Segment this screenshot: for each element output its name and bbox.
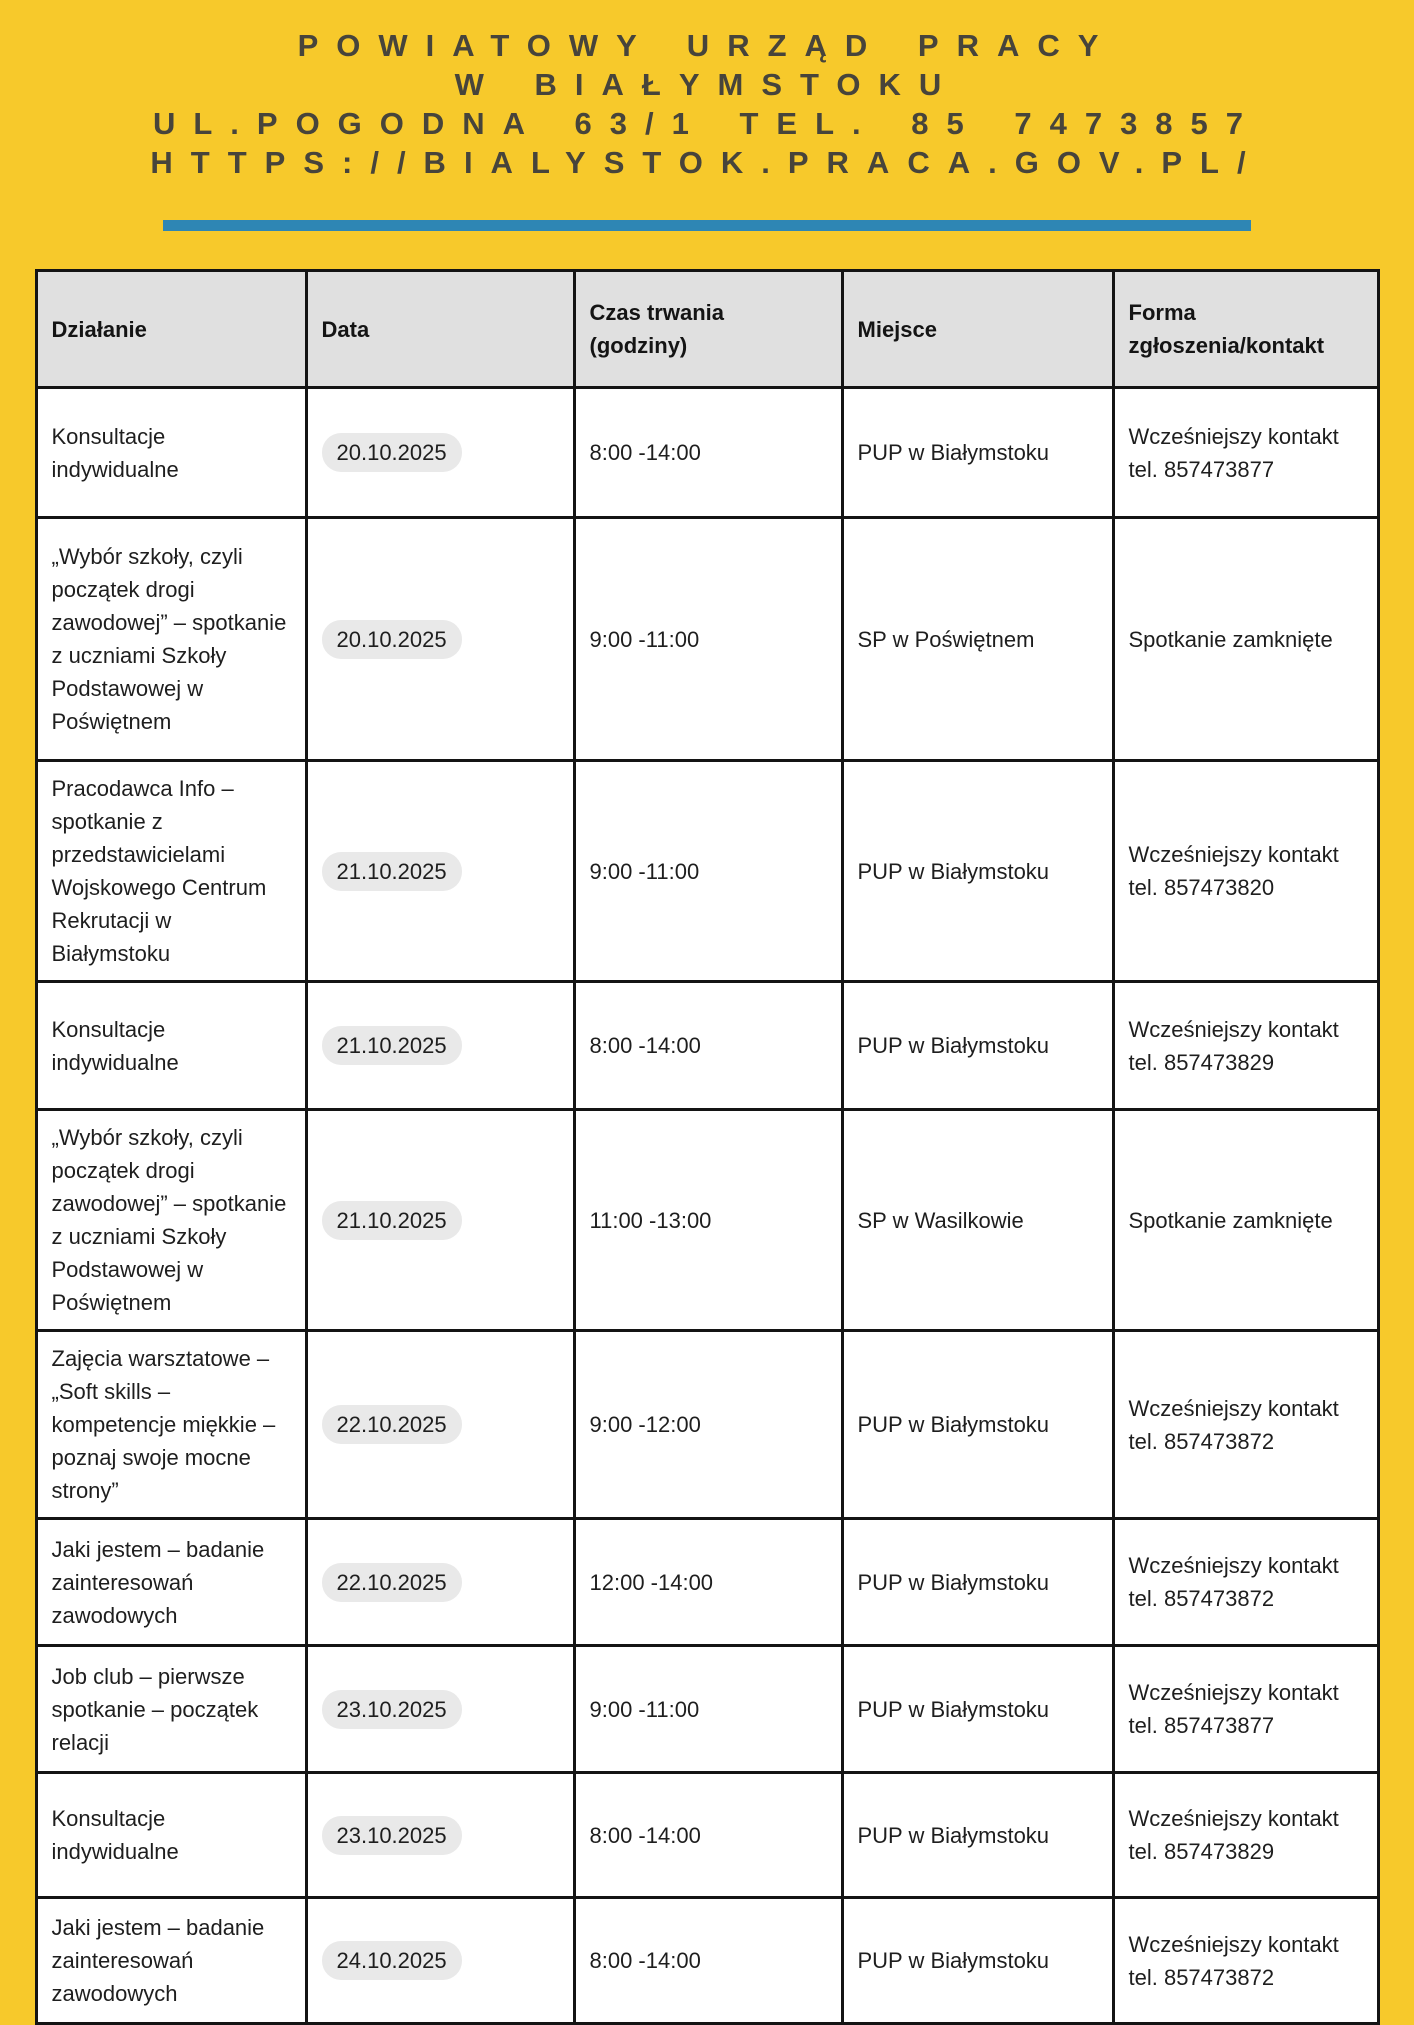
contact-line-1: Wcześniejszy kontakt (1128, 1553, 1339, 1578)
schedule-table (35, 269, 1380, 2025)
date-badge: 24.10.2025 (322, 1941, 462, 1980)
date-badge: 21.10.2025 (322, 1026, 462, 1065)
column-header-place: Miejsce (842, 271, 1113, 388)
table-row (36, 982, 1378, 1110)
date-cell (306, 1331, 574, 1519)
date-badge: 21.10.2025 (322, 1201, 462, 1240)
action-cell: Jaki jestem – badanie zainteresowań zawodowych (36, 1898, 306, 2024)
column-header-date: Data (306, 271, 574, 388)
contact-cell (1113, 1331, 1378, 1519)
date-cell (306, 1898, 574, 2024)
contact-cell (1113, 1519, 1378, 1646)
time-cell: 9:00 -12:00 (574, 1331, 842, 1519)
date-cell (306, 982, 574, 1110)
table-row (36, 518, 1378, 761)
office-header (0, 0, 1414, 182)
table-row (36, 1331, 1378, 1519)
place-cell: PUP w Białymstoku (842, 1773, 1113, 1898)
contact-line-2: tel. 857473877 (1128, 456, 1275, 482)
contact-cell (1113, 982, 1378, 1110)
place-cell: SP w Poświętnem (842, 518, 1113, 761)
table-header-row (36, 271, 1378, 388)
contact-cell (1113, 1898, 1378, 2024)
contact-line-1: Wcześniejszy kontakt (1128, 423, 1339, 449)
place-cell: PUP w Białymstoku (842, 982, 1113, 1110)
action-cell: Konsultacje indywidualne (36, 1773, 306, 1898)
header-line-office-name: POWIATOWY URZĄD PRACY (297, 28, 1117, 63)
time-cell: 8:00 -14:00 (574, 388, 842, 518)
column-header-contact-form: Forma zgłoszenia/kontakt (1113, 271, 1378, 388)
time-cell: 8:00 -14:00 (574, 1773, 842, 1898)
contact-line-1: Wcześniejszy kontakt (1128, 1395, 1339, 1421)
time-cell: 9:00 -11:00 (574, 518, 842, 761)
column-header-duration: Czas trwania (godziny) (574, 271, 842, 388)
table-row (36, 1519, 1378, 1646)
column-header-action: Działanie (36, 271, 306, 388)
contact-line-2: tel. 857473872 (1128, 1964, 1275, 1990)
table-row (36, 1646, 1378, 1773)
contact-cell (1113, 388, 1378, 518)
header-line-website: HTTPS://BIALYSTOK.PRACA.GOV.PL/ (150, 145, 1264, 180)
contact-line-1: Wcześniejszy kontakt (1128, 842, 1339, 867)
date-cell (306, 518, 574, 761)
action-cell: Konsultacje indywidualne (36, 388, 306, 518)
contact-line-1: Spotkanie zamknięte (1128, 1207, 1333, 1233)
time-cell: 11:00 -13:00 (574, 1110, 842, 1331)
action-cell: Zajęcia warsztatowe – „Soft skills – kompetencje miękkie – poznaj swoje mocne strony” (36, 1331, 306, 1519)
date-cell (306, 1110, 574, 1331)
contact-cell (1113, 1110, 1378, 1331)
contact-line-2: tel. 857473829 (1128, 1839, 1275, 1864)
action-cell: „Wybór szkoły, czyli początek drogi zawodowej” – spotkanie z uczniami Szkoły Podstawowej w Poświętnem (36, 1110, 306, 1331)
time-cell: 9:00 -11:00 (574, 1646, 842, 1773)
action-cell: Konsultacje indywidualne (36, 982, 306, 1110)
place-cell: PUP w Białymstoku (842, 761, 1113, 982)
place-cell: PUP w Białymstoku (842, 1331, 1113, 1519)
contact-line-2: tel. 857473877 (1128, 1713, 1275, 1738)
time-cell: 8:00 -14:00 (574, 1898, 842, 2024)
date-cell (306, 1773, 574, 1898)
date-cell (306, 1519, 574, 1646)
action-cell: Jaki jestem – badanie zainteresowań zawodowych (36, 1519, 306, 1646)
time-cell: 9:00 -11:00 (574, 761, 842, 982)
place-cell: PUP w Białymstoku (842, 1519, 1113, 1646)
contact-line-1: Wcześniejszy kontakt (1128, 1931, 1339, 1957)
time-cell: 12:00 -14:00 (574, 1519, 842, 1646)
time-cell: 8:00 -14:00 (574, 982, 842, 1110)
date-badge: 21.10.2025 (322, 852, 462, 891)
action-cell: „Wybór szkoły, czyli początek drogi zawodowej” – spotkanie z uczniami Szkoły Podstawowej w Poświętnem (36, 518, 306, 761)
contact-cell (1113, 1773, 1378, 1898)
contact-line-1: Wcześniejszy kontakt (1128, 1016, 1339, 1042)
contact-line-2: tel. 857473872 (1128, 1586, 1275, 1611)
contact-cell (1113, 761, 1378, 982)
place-cell: PUP w Białymstoku (842, 1898, 1113, 2024)
header-line-city: W BIAŁYMSTOKU (454, 67, 960, 102)
table-row (36, 1898, 1378, 2024)
contact-line-1: Spotkanie zamknięte (1128, 626, 1333, 652)
place-cell: PUP w Białymstoku (842, 1646, 1113, 1773)
date-cell (306, 761, 574, 982)
date-badge: 22.10.2025 (322, 1405, 462, 1444)
action-cell: Pracodawca Info – spotkanie z przedstawicielami Wojskowego Centrum Rekrutacji w Białymstoku (36, 761, 306, 982)
contact-line-1: Wcześniejszy kontakt (1128, 1806, 1339, 1831)
contact-line-2: tel. 857473872 (1128, 1428, 1275, 1454)
place-cell: SP w Wasilkowie (842, 1110, 1113, 1331)
date-badge: 20.10.2025 (322, 433, 462, 472)
place-cell: PUP w Białymstoku (842, 388, 1113, 518)
contact-line-2: tel. 857473829 (1128, 1049, 1275, 1075)
date-cell (306, 388, 574, 518)
date-badge: 23.10.2025 (322, 1816, 462, 1855)
table-row (36, 388, 1378, 518)
contact-line-1: Wcześniejszy kontakt (1128, 1680, 1339, 1705)
divider-bar (163, 220, 1251, 231)
contact-line-2: tel. 857473820 (1128, 875, 1275, 900)
date-badge: 22.10.2025 (322, 1563, 462, 1602)
table-row (36, 1110, 1378, 1331)
date-badge: 20.10.2025 (322, 620, 462, 659)
table-row (36, 761, 1378, 982)
header-line-address-phone: UL.POGODNA 63/1 TEL. 85 7473857 (152, 106, 1262, 141)
contact-cell (1113, 518, 1378, 761)
action-cell: Job club – pierwsze spotkanie – początek relacji (36, 1646, 306, 1773)
table-row (36, 1773, 1378, 1898)
contact-cell (1113, 1646, 1378, 1773)
date-cell (306, 1646, 574, 1773)
date-badge: 23.10.2025 (322, 1690, 462, 1729)
